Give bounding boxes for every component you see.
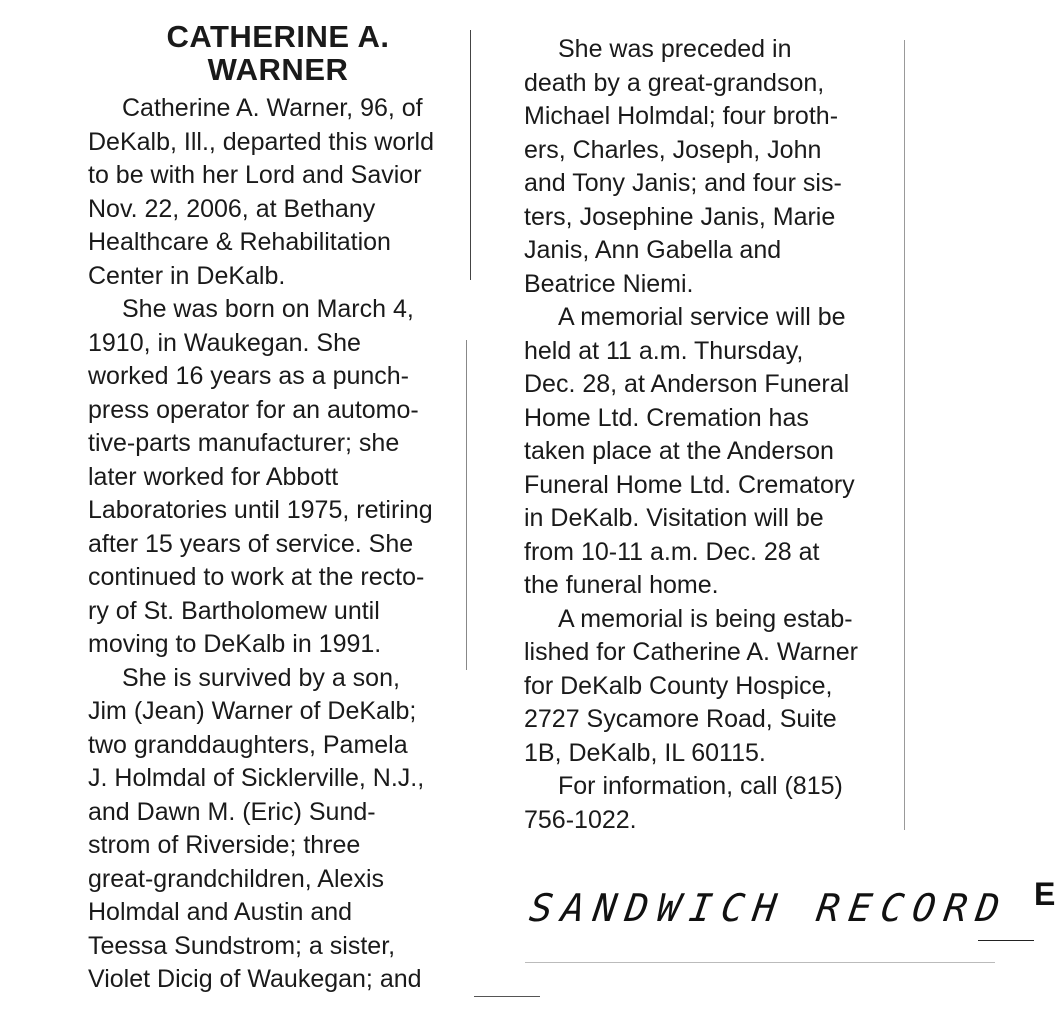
- text-line: and Tony Janis; and four sis-: [524, 169, 842, 197]
- text-line: Beatrice Niemi.: [524, 269, 694, 298]
- text-line: taken place at the Anderson: [524, 437, 834, 465]
- faint-rule: [525, 962, 995, 963]
- text-line: in DeKalb. Visitation will be: [524, 504, 824, 532]
- text-line: Center in DeKalb.: [88, 261, 286, 290]
- text-line: the funeral home.: [524, 571, 719, 599]
- obituary-headline: [88, 20, 468, 86]
- text-line: She was born on March 4,: [122, 295, 414, 323]
- column-divider: [470, 30, 471, 280]
- text-line: and Dawn M. (Eric) Sund-: [88, 797, 376, 826]
- text-line: Funeral Home Ltd. Crematory: [524, 470, 855, 499]
- text-line: ers, Charles, Joseph, John: [524, 135, 822, 164]
- text-line: She is survived by a son,: [122, 663, 400, 692]
- text-line: continued to work at the recto-: [88, 563, 425, 591]
- text-line: from 10-11 a.m. Dec. 28 at: [524, 537, 820, 566]
- text-line: Laboratories until 1975, retiring: [88, 496, 433, 524]
- text-line: Catherine A. Warner, 96, of: [122, 94, 423, 122]
- right-edge-rule: [904, 40, 905, 830]
- text-line: Jim (Jean) Warner of DeKalb;: [88, 697, 417, 725]
- text-line: Janis, Ann Gabella and: [524, 236, 782, 264]
- text-line: Dec. 28, at Anderson Funeral: [524, 370, 850, 398]
- signature-underline: [978, 940, 1034, 941]
- text-line: DeKalb, Ill., departed this world: [88, 127, 435, 156]
- text-line: two granddaughters, Pamela: [88, 730, 408, 759]
- bottom-rule: [474, 996, 540, 997]
- text-line: tive-parts manufacturer; she: [88, 429, 400, 457]
- text-line: Teessa Sundstrom; a sister,: [88, 931, 396, 960]
- text-line: ters, Josephine Janis, Marie: [524, 202, 836, 231]
- text-line: For information, call (815): [558, 772, 843, 800]
- handwritten-source-note: SANDWICH RECORD: [526, 886, 1012, 930]
- text-line: death by a great-grandson,: [524, 68, 825, 97]
- text-line: Holmdal and Austin and: [88, 898, 353, 926]
- text-line: 1910, in Waukegan. She: [88, 328, 361, 357]
- right-column: [524, 33, 894, 837]
- text-line: Michael Holmdal; four broth-: [524, 102, 839, 130]
- text-line: for DeKalb County Hospice,: [524, 671, 833, 700]
- text-line: press operator for an automo-: [88, 395, 419, 424]
- text-line: lished for Catherine A. Warner: [524, 638, 858, 666]
- text-line: great-grandchildren, Alexis: [88, 864, 384, 893]
- text-line: ry of St. Bartholomew until: [88, 596, 380, 625]
- text-line: A memorial service will be: [558, 303, 846, 331]
- column-divider-lower: [466, 340, 467, 670]
- text-line: later worked for Abbott: [88, 462, 339, 491]
- text-line: after 15 years of service. She: [88, 529, 414, 558]
- text-line: moving to DeKalb in 1991.: [88, 630, 382, 658]
- edge-fragment: E: [1034, 876, 1056, 912]
- text-line: J. Holmdal of Sicklerville, N.J.,: [88, 764, 425, 792]
- text-line: A memorial is being estab-: [558, 604, 853, 633]
- text-line: 756-1022.: [524, 805, 637, 834]
- text-line: worked 16 years as a punch-: [88, 362, 410, 390]
- text-line: She was preceded in: [558, 35, 792, 63]
- text-line: to be with her Lord and Savior: [88, 161, 422, 189]
- text-line: Home Ltd. Cremation has: [524, 403, 809, 432]
- left-column: [88, 92, 468, 997]
- text-line: Nov. 22, 2006, at Bethany: [88, 194, 376, 223]
- text-line: Healthcare & Rehabilitation: [88, 228, 391, 256]
- text-line: Violet Dicig of Waukegan; and: [88, 965, 422, 993]
- headline-line-2: WARNER: [207, 52, 349, 87]
- text-line: 2727 Sycamore Road, Suite: [524, 705, 837, 733]
- text-line: held at 11 a.m. Thursday,: [524, 336, 804, 365]
- text-line: strom of Riverside; three: [88, 831, 361, 859]
- text-line: 1B, DeKalb, IL 60115.: [524, 738, 766, 767]
- headline-line-1: CATHERINE A.: [166, 19, 390, 54]
